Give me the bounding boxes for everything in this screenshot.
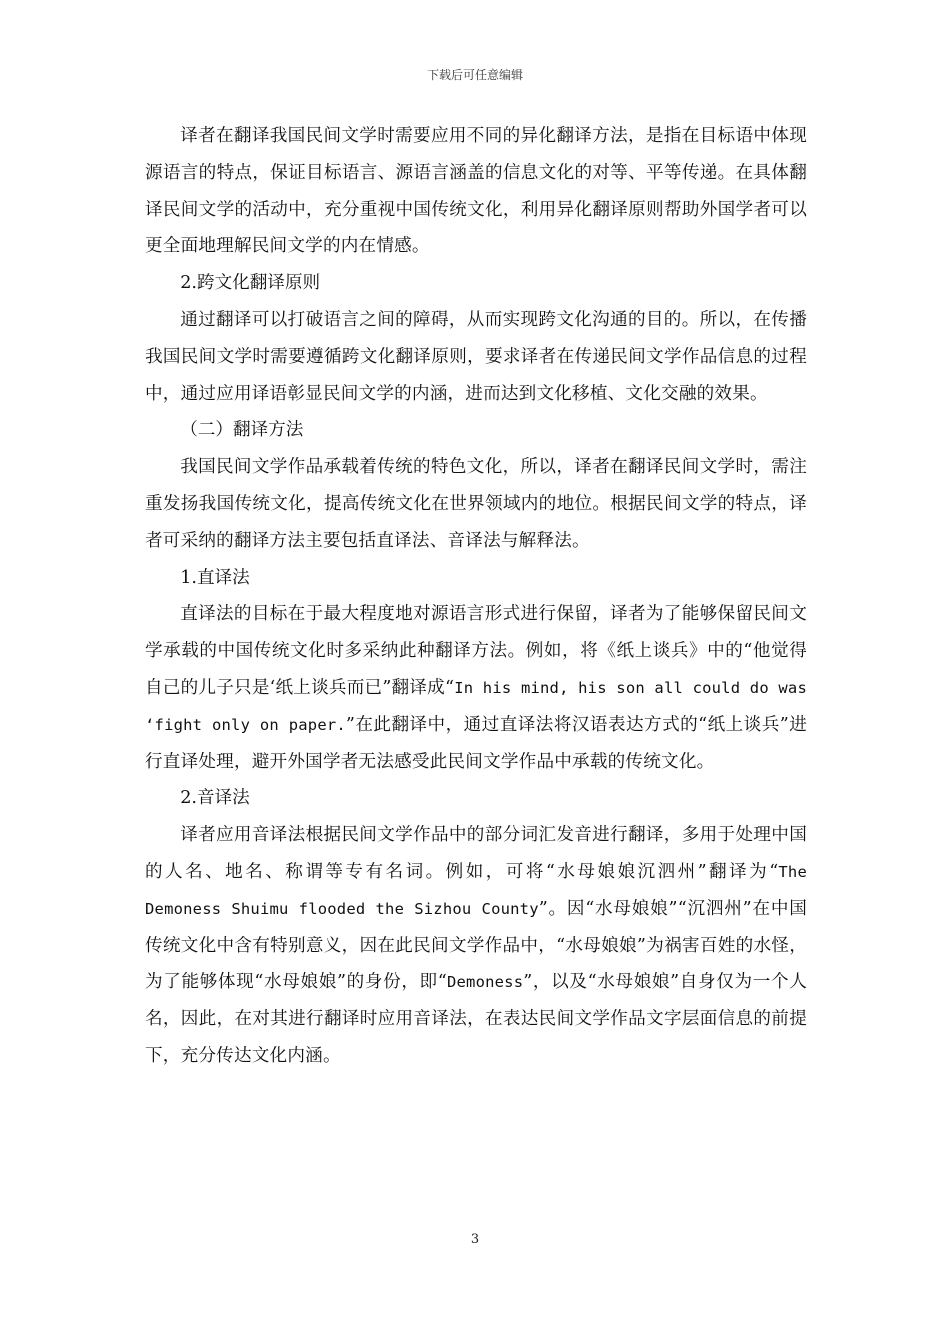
paragraph-foreignization: 译者在翻译我国民间文学时需要应用不同的异化翻译方法，是指在目标语中体现源语言的特点，保证目标语言、源语言涵盖的信息文化的对等、平等传递。在具体翻译民间文学的活动中，充分重视中国传统文化，利用异化翻译原则帮助外国学者可以更全面地理解民间文学的内在情感。 <box>145 126 807 257</box>
phonetic-text-part-3: ”，以及“水母娘娘”自身仅为一个人名，因此，在对其进行翻译时应用音译法，在表达民间文学作品文字层面信息的前提下，充分传达文化内涵。 <box>145 972 807 1066</box>
phonetic-text-part-1: 译者应用音译法根据民间文学作品中的部分词汇发音进行翻译，多用于处理中国的人名、地名、称谓等专有名词。例如，可将“水母娘娘沉泗州”翻译为“ <box>145 825 807 882</box>
heading-translation-methods: （二）翻译方法 <box>180 420 304 441</box>
literal-text-part-2: ”在此翻译中，通过直译法将汉语表达方式的“纸上谈兵”进行直译处理，避开外国学者无法感受此民间文学作品中承载的传统文化。 <box>145 714 808 772</box>
document-body <box>145 118 807 1075</box>
paragraph-literal-translation <box>145 596 807 780</box>
heading-cross-cultural-principle: 2.跨文化翻译原则 <box>180 273 321 294</box>
page-number: 3 <box>470 1232 480 1247</box>
paragraph-cross-cultural: 通过翻译可以打破语言之间的障碍，从而实现跨文化沟通的目的。所以，在传播我国民间文学时需要遵循跨文化翻译原则，要求译者在传递民间文学作品信息的过程中，通过应用译语彰显民间文学的内涵，进而达到文化移植、文化交融的效果。 <box>145 309 807 404</box>
heading-phonetic-translation: 2.音译法 <box>180 788 250 809</box>
phonetic-text-part-2: ”。因“水母娘娘”“沉泗州”在中国传统文化中含有特别意义，因在此民间文学作品中，“水母娘娘”为祸害百姓的水怪，为了能够体现“水母娘娘”的身份，即“ <box>145 898 807 993</box>
paragraph-methods-intro: 我国民间文学作品承载着传统的特色文化，所以，译者在翻译民间文学时，需注重发扬我国传统文化，提高传统文化在世界领域内的地位。根据民间文学的特点，译者可采纳的翻译方法主要包括直译法、音译法与解释法。 <box>145 457 807 551</box>
phonetic-english-term: Demoness <box>446 973 524 992</box>
paragraph-phonetic-translation <box>145 817 807 1075</box>
literal-text-part-1: 直译法的目标在于最大程度地对源语言形式进行保留，译者为了能够保留民间文学承载的中国传统文化时多采纳此种翻译方法。例如，将《纸上谈兵》中的“他觉得自己的儿子只是‘纸上谈兵而已”翻译成“ <box>145 604 807 698</box>
page-header: 下载后可任意编辑 <box>426 68 523 82</box>
literal-english-example: In his mind, his son all could do was ‘fight only on paper. <box>145 678 807 734</box>
heading-literal-translation: 1.直译法 <box>180 567 250 588</box>
phonetic-english-example: The Demoness Shuimu flooded the Sizhou County <box>145 862 807 918</box>
